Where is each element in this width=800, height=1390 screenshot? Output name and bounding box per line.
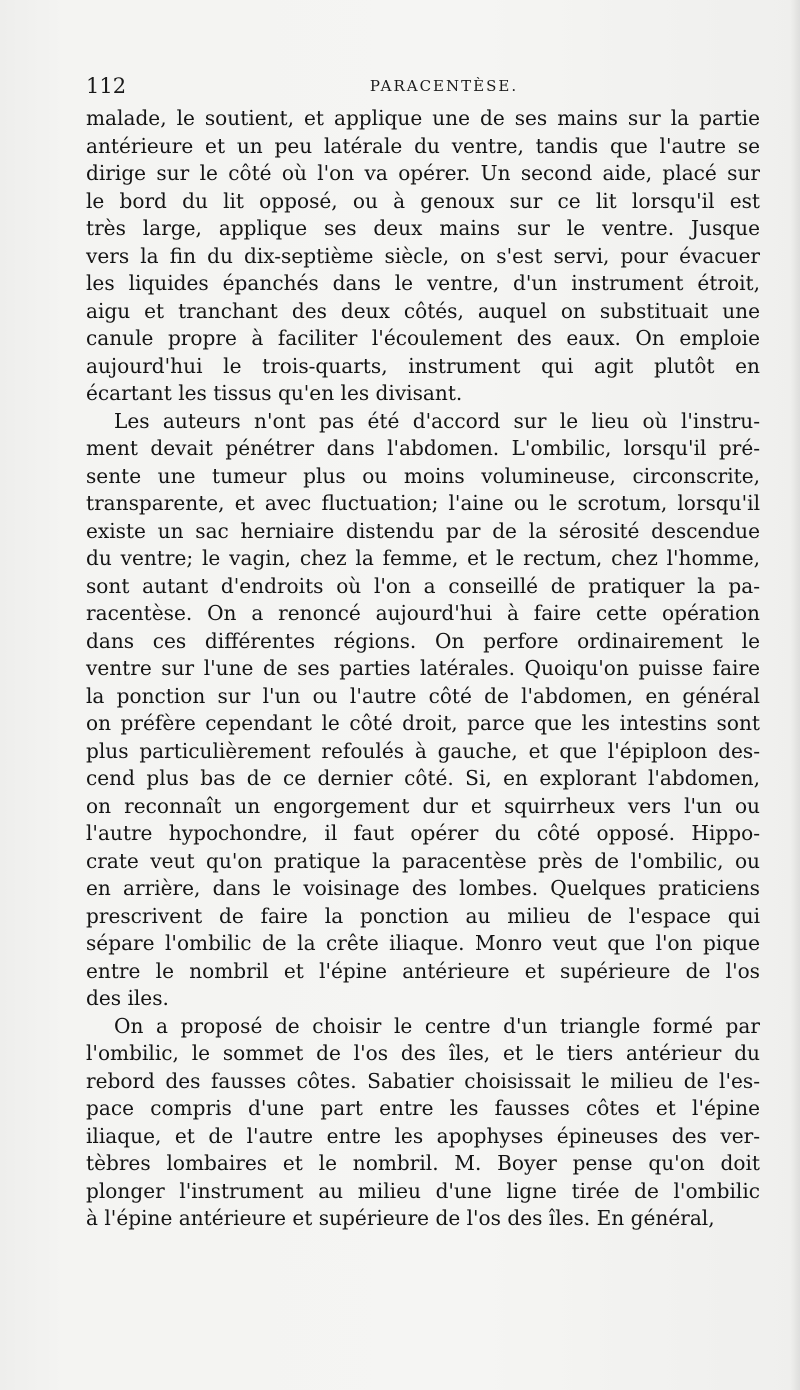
page-header <box>86 74 762 100</box>
text-line: prescrivent de faire la ponction au milieu de l'espace qui <box>86 903 760 928</box>
text-line: canule propre à faciliter l'écoulement des eaux. On emploie <box>86 326 760 350</box>
paragraph-3 <box>86 1013 760 1233</box>
text-line: aigu et tranchant des deux côtés, auquel on substituait une <box>86 298 760 323</box>
text-line: tèbres lombaires et le nombril. M. Boyer pense qu'on doit <box>86 1151 760 1175</box>
text-line: du ventre; le vagin, chez la femme, et le rectum, chez l'homme, <box>86 546 760 570</box>
body-text <box>86 105 760 1233</box>
text-line: plus particulièrement refoulés à gauche, et que l'épiploon des- <box>86 738 760 763</box>
text-line: ventre sur l'une de ses parties latérales. Quoiqu'on puisse faire <box>86 656 760 680</box>
text-line: existe un sac herniaire distendu par de la sérosité descendue <box>86 518 760 543</box>
text-line: le bord du lit opposé, ou à genoux sur ce lit lorsqu'il est <box>86 188 760 213</box>
text-line: aujourd'hui le trois-quarts, instrument qui agit plutôt en <box>86 353 760 378</box>
text-line: pace compris d'une part entre les fausses côtes et l'épine <box>86 1096 760 1120</box>
text-line: sente une tumeur plus ou moins volumineuse, circonscrite, <box>86 463 760 488</box>
text-line: sont autant d'endroits où l'on a conseillé de pratiquer la pa- <box>86 573 760 598</box>
text-line: transparente, et avec fluctuation; l'aine ou le scrotum, lorsqu'il <box>86 491 760 515</box>
text-line: ment devait pénétrer dans l'abdomen. L'ombilic, lorsqu'il pré- <box>86 436 760 460</box>
text-line: des iles. <box>86 986 169 1010</box>
text-line: plonger l'instrument au milieu d'une ligne tirée de l'ombilic <box>86 1178 760 1203</box>
text-line: très large, applique ses deux mains sur le ventre. Jusque <box>86 216 760 240</box>
text-line: on reconnaît un engorgement dur et squirrheux vers l'un ou <box>86 793 760 818</box>
paragraph-1 <box>86 105 760 408</box>
text-line: la ponction sur l'un ou l'autre côté de l'abdomen, en général <box>86 683 760 708</box>
running-head: PARACENTÈSE. <box>369 77 519 95</box>
text-line: dans ces différentes régions. On perfore ordinairement le <box>86 628 760 653</box>
text-line: On a proposé de choisir le centre d'un triangle formé par <box>114 1013 760 1038</box>
text-line: sépare l'ombilic de la crête iliaque. Monro veut que l'on pique <box>86 931 760 955</box>
text-line: écartant les tissus qu'en les divisant. <box>86 381 463 405</box>
text-line: iliaque, et de l'autre entre les apophyses épineuses des ver- <box>86 1123 760 1148</box>
text-line: en arrière, dans le voisinage des lombes. Quelques praticiens <box>86 876 760 900</box>
text-line: crate veut qu'on pratique la paracentèse près de l'ombilic, ou <box>86 848 760 873</box>
text-line: entre le nombril et l'épine antérieure et supérieure de l'os <box>86 958 760 983</box>
paragraph-2 <box>86 408 760 1013</box>
text-line: racentèse. On a renoncé aujourd'hui à faire cette opération <box>86 601 760 625</box>
page-edge-shadow <box>790 0 800 1390</box>
text-line: on préfère cependant le côté droit, parce que les intestins sont <box>86 711 760 735</box>
text-line: rebord des fausses côtes. Sabatier choisissait le milieu de l'es- <box>86 1068 760 1093</box>
text-line: cend plus bas de ce dernier côté. Si, en explorant l'abdomen, <box>86 766 760 790</box>
page-number: 112 <box>86 74 127 98</box>
text-line: dirige sur le côté où l'on va opérer. Un second aide, placé sur <box>86 161 760 185</box>
text-line: l'autre hypochondre, il faut opérer du côté opposé. Hippo- <box>86 821 760 845</box>
text-line: à l'épine antérieure et supérieure de l'os des îles. En général, <box>86 1206 715 1230</box>
text-line: vers la fin du dix-septième siècle, on s'est servi, pour évacuer <box>86 243 760 268</box>
text-line: l'ombilic, le sommet de l'os des îles, et le tiers antérieur du <box>86 1041 760 1065</box>
text-line: antérieure et un peu latérale du ventre, tandis que l'autre se <box>86 133 760 158</box>
text-line: Les auteurs n'ont pas été d'accord sur le lieu où l'instru- <box>114 408 760 433</box>
text-line: les liquides épanchés dans le ventre, d'un instrument étroit, <box>86 271 760 295</box>
text-line: malade, le soutient, et applique une de ses mains sur la partie <box>86 106 760 130</box>
